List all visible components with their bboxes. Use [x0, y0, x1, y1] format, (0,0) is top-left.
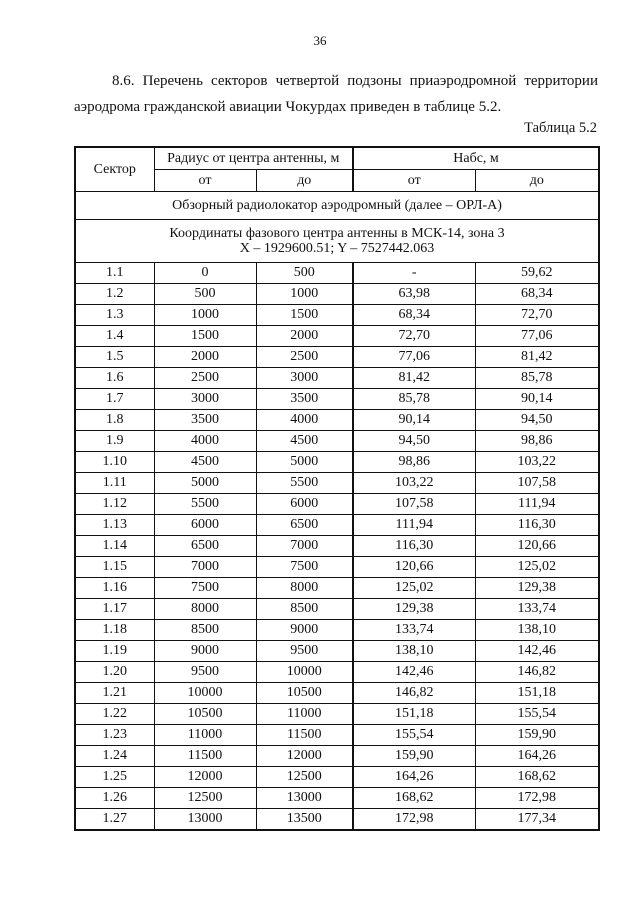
- cell-radius-to: 10000: [256, 662, 353, 683]
- cell-habs-from: 98,86: [353, 452, 475, 473]
- table-row: [75, 704, 599, 725]
- coordinates-row: [75, 220, 599, 263]
- cell-habs-to: 107,58: [475, 473, 599, 494]
- table-row: [75, 368, 599, 389]
- cell-radius-from: 6500: [154, 536, 256, 557]
- cell-radius-to: 7500: [256, 557, 353, 578]
- cell-habs-from: 164,26: [353, 767, 475, 788]
- cell-habs-from: 77,06: [353, 347, 475, 368]
- cell-radius-to: 500: [256, 263, 353, 284]
- cell-habs-to: 90,14: [475, 389, 599, 410]
- cell-sector: 1.18: [75, 620, 154, 641]
- cell-habs-to: 138,10: [475, 620, 599, 641]
- cell-sector: 1.14: [75, 536, 154, 557]
- section-paragraph: 8.6. Перечень секторов четвертой подзоны приаэродромной территории аэродрома гражданской авиации Чокурдах приведен в таблице 5.2.: [74, 73, 598, 115]
- cell-radius-to: 5500: [256, 473, 353, 494]
- header-radius-to: до: [256, 170, 353, 192]
- cell-habs-from: -: [353, 263, 475, 284]
- cell-sector: 1.11: [75, 473, 154, 494]
- cell-habs-from: 155,54: [353, 725, 475, 746]
- cell-habs-from: 94,50: [353, 431, 475, 452]
- cell-sector: 1.27: [75, 809, 154, 831]
- cell-habs-to: 146,82: [475, 662, 599, 683]
- cell-radius-to: 8000: [256, 578, 353, 599]
- coordinates-cell: [75, 220, 599, 263]
- cell-habs-to: 116,30: [475, 515, 599, 536]
- table-row: [75, 746, 599, 767]
- cell-habs-to: 111,94: [475, 494, 599, 515]
- cell-radius-from: 11500: [154, 746, 256, 767]
- cell-habs-to: 125,02: [475, 557, 599, 578]
- cell-radius-from: 3500: [154, 410, 256, 431]
- cell-habs-from: 146,82: [353, 683, 475, 704]
- cell-radius-to: 7000: [256, 536, 353, 557]
- cell-sector: 1.3: [75, 305, 154, 326]
- cell-sector: 1.26: [75, 788, 154, 809]
- cell-radius-from: 1000: [154, 305, 256, 326]
- cell-radius-from: 5500: [154, 494, 256, 515]
- cell-radius-from: 10000: [154, 683, 256, 704]
- cell-sector: 1.9: [75, 431, 154, 452]
- table-subheader-row: [75, 170, 599, 192]
- cell-radius-from: 8000: [154, 599, 256, 620]
- cell-radius-to: 1000: [256, 284, 353, 305]
- cell-sector: 1.19: [75, 641, 154, 662]
- cell-radius-from: 10500: [154, 704, 256, 725]
- table-row: [75, 284, 599, 305]
- table-row: [75, 536, 599, 557]
- cell-habs-to: 151,18: [475, 683, 599, 704]
- cell-habs-from: 172,98: [353, 809, 475, 831]
- cell-habs-from: 68,34: [353, 305, 475, 326]
- cell-habs-from: 90,14: [353, 410, 475, 431]
- cell-radius-to: 6000: [256, 494, 353, 515]
- cell-radius-from: 3000: [154, 389, 256, 410]
- cell-radius-from: 6000: [154, 515, 256, 536]
- cell-habs-to: 164,26: [475, 746, 599, 767]
- table-row: [75, 683, 599, 704]
- cell-sector: 1.4: [75, 326, 154, 347]
- cell-habs-from: 159,90: [353, 746, 475, 767]
- cell-radius-from: 1500: [154, 326, 256, 347]
- cell-habs-to: 94,50: [475, 410, 599, 431]
- cell-habs-to: 159,90: [475, 725, 599, 746]
- table-row: [75, 494, 599, 515]
- cell-habs-from: 107,58: [353, 494, 475, 515]
- cell-habs-from: 81,42: [353, 368, 475, 389]
- cell-radius-to: 5000: [256, 452, 353, 473]
- cell-sector: 1.5: [75, 347, 154, 368]
- table-row: [75, 641, 599, 662]
- cell-sector: 1.24: [75, 746, 154, 767]
- cell-radius-from: 9000: [154, 641, 256, 662]
- cell-radius-to: 8500: [256, 599, 353, 620]
- cell-habs-to: 59,62: [475, 263, 599, 284]
- cell-habs-to: 68,34: [475, 284, 599, 305]
- cell-habs-from: 133,74: [353, 620, 475, 641]
- cell-habs-to: 98,86: [475, 431, 599, 452]
- cell-habs-from: 103,22: [353, 473, 475, 494]
- cell-radius-from: 7500: [154, 578, 256, 599]
- cell-habs-from: 168,62: [353, 788, 475, 809]
- table-row: [75, 557, 599, 578]
- table-row: [75, 263, 599, 284]
- cell-sector: 1.7: [75, 389, 154, 410]
- cell-radius-to: 9000: [256, 620, 353, 641]
- cell-radius-to: 2500: [256, 347, 353, 368]
- cell-habs-to: 168,62: [475, 767, 599, 788]
- cell-radius-to: 1500: [256, 305, 353, 326]
- cell-habs-from: 63,98: [353, 284, 475, 305]
- table-row: [75, 788, 599, 809]
- cell-radius-to: 4500: [256, 431, 353, 452]
- cell-radius-from: 4000: [154, 431, 256, 452]
- cell-radius-from: 4500: [154, 452, 256, 473]
- cell-radius-to: 6500: [256, 515, 353, 536]
- table-row: [75, 809, 599, 831]
- table-row: [75, 326, 599, 347]
- cell-habs-to: 81,42: [475, 347, 599, 368]
- locator-row: [75, 192, 599, 220]
- table-row: [75, 578, 599, 599]
- header-habs-from: от: [353, 170, 475, 192]
- cell-radius-to: 13000: [256, 788, 353, 809]
- cell-sector: 1.15: [75, 557, 154, 578]
- cell-sector: 1.6: [75, 368, 154, 389]
- cell-habs-from: 116,30: [353, 536, 475, 557]
- cell-habs-from: 111,94: [353, 515, 475, 536]
- table-row: [75, 473, 599, 494]
- cell-sector: 1.20: [75, 662, 154, 683]
- table-caption: Таблица 5.2: [524, 120, 597, 136]
- cell-radius-to: 4000: [256, 410, 353, 431]
- cell-habs-to: 103,22: [475, 452, 599, 473]
- cell-sector: 1.17: [75, 599, 154, 620]
- cell-radius-from: 7000: [154, 557, 256, 578]
- table-row: [75, 431, 599, 452]
- cell-radius-to: 3500: [256, 389, 353, 410]
- table-row: [75, 515, 599, 536]
- cell-habs-from: 120,66: [353, 557, 475, 578]
- cell-radius-from: 500: [154, 284, 256, 305]
- cell-radius-to: 11500: [256, 725, 353, 746]
- cell-habs-to: 142,46: [475, 641, 599, 662]
- cell-sector: 1.8: [75, 410, 154, 431]
- cell-sector: 1.22: [75, 704, 154, 725]
- cell-radius-from: 2500: [154, 368, 256, 389]
- table-header-row: [75, 147, 599, 170]
- cell-habs-to: 177,34: [475, 809, 599, 831]
- header-habs: Набс, м: [353, 147, 599, 170]
- table-row: [75, 347, 599, 368]
- table-row: [75, 389, 599, 410]
- table-row: [75, 725, 599, 746]
- cell-habs-to: 133,74: [475, 599, 599, 620]
- cell-radius-to: 10500: [256, 683, 353, 704]
- cell-sector: 1.23: [75, 725, 154, 746]
- table-row: [75, 599, 599, 620]
- cell-radius-from: 0: [154, 263, 256, 284]
- cell-habs-from: 129,38: [353, 599, 475, 620]
- cell-radius-to: 2000: [256, 326, 353, 347]
- locator-title: Обзорный радиолокатор аэродромный (далее – ОРЛ-А): [75, 192, 599, 220]
- cell-habs-from: 72,70: [353, 326, 475, 347]
- cell-radius-from: 11000: [154, 725, 256, 746]
- cell-sector: 1.16: [75, 578, 154, 599]
- coordinates-line-1: Координаты фазового центра антенны в МСК-14, зона 3: [169, 225, 505, 241]
- cell-habs-to: 72,70: [475, 305, 599, 326]
- table-row: [75, 662, 599, 683]
- cell-habs-to: 120,66: [475, 536, 599, 557]
- cell-habs-to: 129,38: [475, 578, 599, 599]
- cell-habs-from: 151,18: [353, 704, 475, 725]
- cell-radius-to: 3000: [256, 368, 353, 389]
- cell-radius-from: 9500: [154, 662, 256, 683]
- cell-habs-to: 85,78: [475, 368, 599, 389]
- cell-sector: 1.21: [75, 683, 154, 704]
- cell-radius-to: 12500: [256, 767, 353, 788]
- header-radius-from: от: [154, 170, 256, 192]
- page-number: 36: [313, 33, 327, 48]
- cell-radius-from: 2000: [154, 347, 256, 368]
- sectors-table: [74, 146, 600, 831]
- cell-radius-to: 12000: [256, 746, 353, 767]
- table-row: [75, 410, 599, 431]
- cell-sector: 1.1: [75, 263, 154, 284]
- cell-sector: 1.25: [75, 767, 154, 788]
- header-radius: Радиус от центра антенны, м: [154, 147, 353, 170]
- cell-sector: 1.12: [75, 494, 154, 515]
- coordinates-line-2: X – 1929600.51; Y – 7527442.063: [239, 241, 435, 256]
- cell-habs-to: 77,06: [475, 326, 599, 347]
- table-row: [75, 452, 599, 473]
- cell-radius-from: 8500: [154, 620, 256, 641]
- cell-radius-from: 13000: [154, 809, 256, 831]
- cell-habs-to: 155,54: [475, 704, 599, 725]
- cell-radius-from: 12500: [154, 788, 256, 809]
- table-row: [75, 305, 599, 326]
- header-habs-to: до: [475, 170, 599, 192]
- cell-radius-to: 13500: [256, 809, 353, 831]
- cell-radius-to: 9500: [256, 641, 353, 662]
- header-sector: Сектор: [75, 147, 154, 192]
- table-row: [75, 767, 599, 788]
- cell-habs-to: 172,98: [475, 788, 599, 809]
- cell-radius-from: 5000: [154, 473, 256, 494]
- cell-sector: 1.10: [75, 452, 154, 473]
- cell-sector: 1.2: [75, 284, 154, 305]
- cell-habs-from: 142,46: [353, 662, 475, 683]
- cell-sector: 1.13: [75, 515, 154, 536]
- table-row: [75, 620, 599, 641]
- cell-radius-from: 12000: [154, 767, 256, 788]
- cell-habs-from: 85,78: [353, 389, 475, 410]
- cell-habs-from: 138,10: [353, 641, 475, 662]
- cell-radius-to: 11000: [256, 704, 353, 725]
- cell-habs-from: 125,02: [353, 578, 475, 599]
